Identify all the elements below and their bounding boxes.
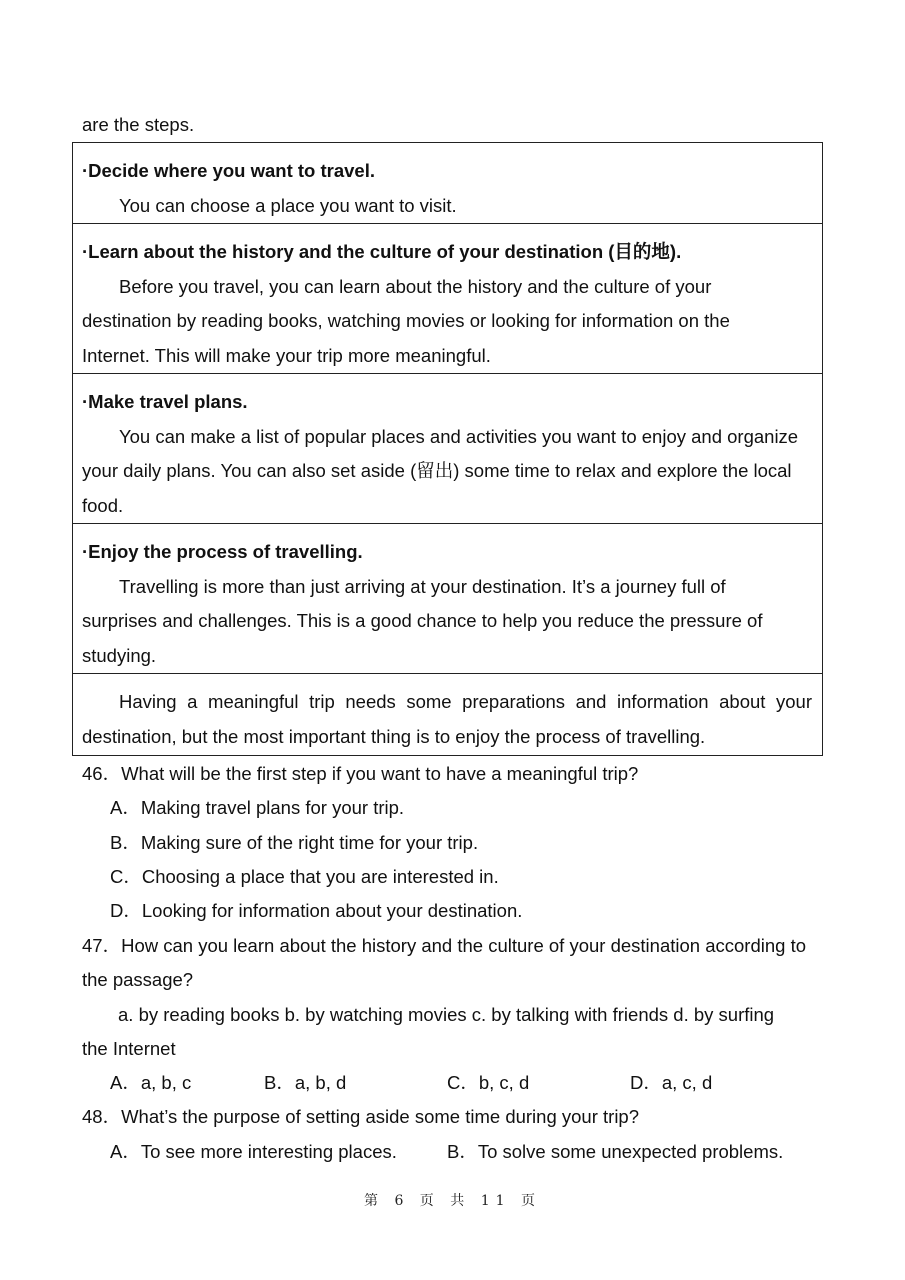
q47-option-c[interactable]: C．b, c, d — [447, 1072, 530, 1093]
step-text-line: You can make a list of popular places and activities you want to enjoy and organize — [119, 425, 799, 447]
step-heading: ·Make travel plans. — [82, 391, 248, 412]
step-heading: ·Learn about the history and the culture of your destination (目的地). — [82, 241, 682, 262]
q48-option-a[interactable]: A．To see more interesting places. — [110, 1141, 397, 1162]
intro-tail: are the steps. — [82, 114, 195, 135]
q48-option-b[interactable]: B．To solve some unexpected problems. — [447, 1141, 784, 1162]
step-text-line: food. — [82, 494, 124, 516]
step-text-line: destination by reading books, watching movies or looking for information on the — [82, 310, 730, 331]
step-box-decide — [72, 142, 823, 224]
q46-option-b[interactable]: B．Making sure of the right time for your trip. — [110, 832, 479, 853]
q47-list-line1: a. by reading books b. by watching movies c. by talking with friends d. by surfing — [118, 1004, 775, 1025]
step-text-line: your daily plans. You can also set aside (留出) some time to relax and explore the local — [82, 460, 792, 481]
q47-option-d[interactable]: D．a, c, d — [630, 1072, 713, 1093]
step-text-line: surprises and challenges. This is a good chance to help you reduce the pressure of — [82, 610, 763, 631]
q47-list-line2: the Internet — [82, 1038, 176, 1059]
step-heading: ·Enjoy the process of travelling. — [82, 541, 363, 562]
q46-stem: 46．What will be the first step if you want to have a meaningful trip? — [82, 763, 639, 784]
q46-option-d[interactable]: D．Looking for information about your destination. — [110, 900, 523, 921]
step-text-line: Internet. This will make your trip more meaningful. — [82, 344, 491, 366]
conclusion-box — [72, 674, 823, 756]
steps-table — [72, 142, 823, 756]
step-box-learn — [72, 224, 823, 374]
q46-option-a[interactable]: A．Making travel plans for your trip. — [110, 797, 405, 818]
q47-stem-line1: 47．How can you learn about the history and the culture of your destination according to — [82, 935, 806, 956]
q46-option-c[interactable]: C．Choosing a place that you are interested in. — [110, 866, 499, 887]
conclusion-line: destination, but the most important thing is to enjoy the process of travelling. — [82, 725, 706, 747]
step-box-enjoy — [72, 524, 823, 674]
page-footer: 第 6 页 共 11 页 — [364, 1193, 541, 1209]
step-text-line: studying. — [82, 644, 157, 666]
step-text: You can choose a place you want to visit. — [119, 194, 457, 216]
conclusion-line: Having a meaningful trip needs some preparations and information about your — [119, 691, 812, 712]
step-box-plans — [72, 374, 823, 524]
step-heading: ·Decide where you want to travel. — [82, 160, 375, 181]
q48-stem: 48．What’s the purpose of setting aside some time during your trip? — [82, 1106, 640, 1127]
q47-option-b[interactable]: B．a, b, d — [264, 1072, 347, 1093]
step-text-line: Before you travel, you can learn about the history and the culture of your — [119, 275, 712, 297]
q47-stem-line2: the passage? — [82, 969, 194, 990]
step-text-line: Travelling is more than just arriving at your destination. It’s a journey full of — [119, 575, 726, 597]
q47-option-a[interactable]: A．a, b, c — [110, 1072, 192, 1093]
